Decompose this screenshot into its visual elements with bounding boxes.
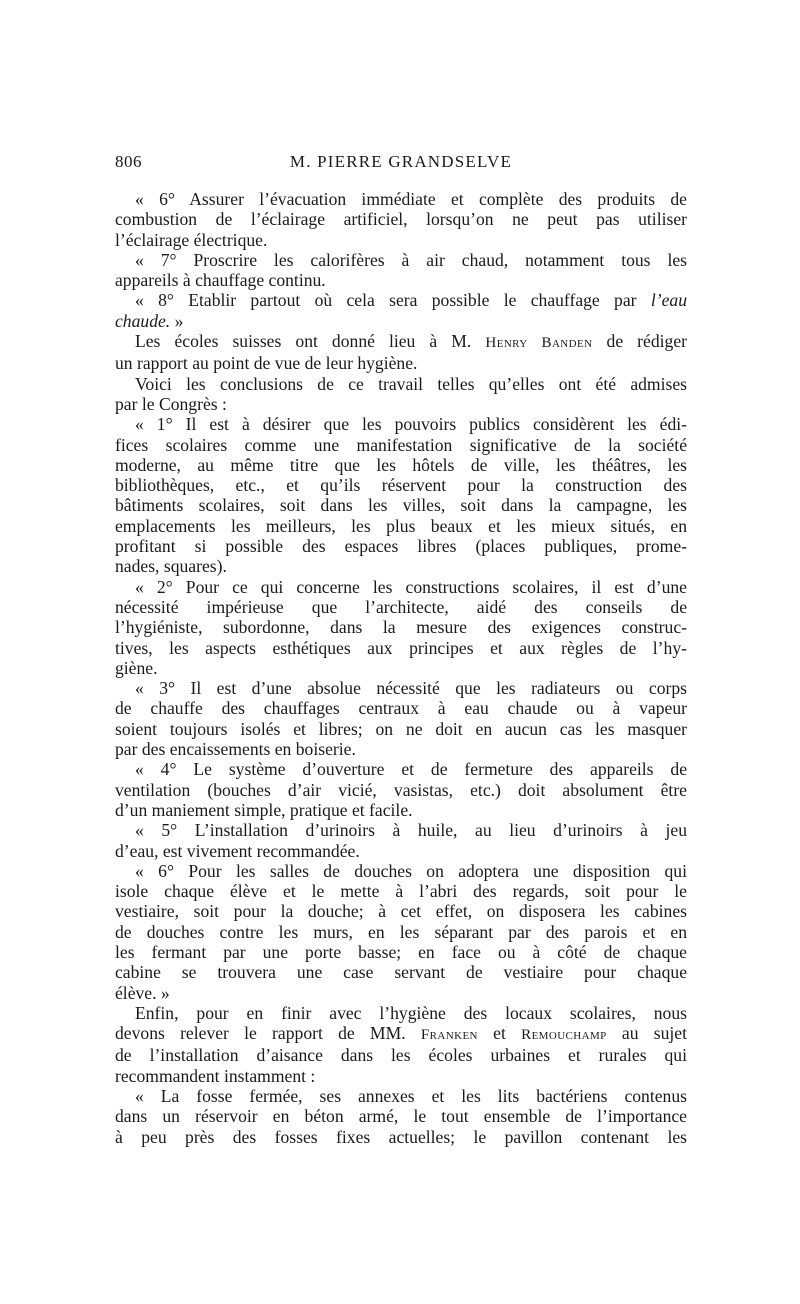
- text-line: emplacements les meilleurs, les plus beaux et les mieux situés, en: [115, 515, 687, 536]
- author-name: Henry Banden: [485, 335, 593, 352]
- text-line: « 2° Pour ce qui concerne les constructions scolaires, il est d’une: [135, 576, 687, 597]
- text-line: « 1° Il est à désirer que les pouvoirs publics considèrent les édi-: [135, 414, 687, 435]
- text-line: « 6° Pour les salles de douches on adoptera une disposition qui: [135, 860, 687, 881]
- text-line: [115, 311, 687, 331]
- author-name: Remouchamp: [521, 1027, 607, 1044]
- running-title: M. PIERRE GRANDSELVE: [289, 152, 513, 171]
- text-line: par le Congrès :: [115, 393, 227, 414]
- text-line: [115, 1023, 687, 1045]
- text-line: « 6° Assurer l’évacuation immédiate et complète des produits de: [135, 189, 687, 209]
- text-line: de l’installation d’aisance dans les écoles urbaines et rurales qui: [115, 1045, 687, 1066]
- text-segment: devons relever le rapport de MM.: [115, 1023, 406, 1044]
- text-line: profitant si possible des espaces libres (places publiques, prome-: [115, 536, 687, 557]
- text-line: vestiaire, soit pour la douche; à cet effet, on disposera les cabines: [115, 901, 687, 922]
- text-line: moderne, au même titre que les hôtels de ville, les théâtres, les: [115, 454, 687, 475]
- text-line: dans un réservoir en béton armé, le tout ensemble de l’importance: [115, 1106, 687, 1127]
- text-line: par des encaissements en boiserie.: [115, 739, 356, 760]
- text-line: appareils à chauffage continu.: [115, 270, 326, 291]
- text-line: fices scolaires comme une manifestation significative de la société: [115, 434, 687, 455]
- text-line: nécessité impérieuse que l’architecte, aidé des conseils de: [115, 596, 687, 617]
- text-line: un rapport au point de vue de leur hygiène.: [115, 353, 418, 374]
- page-header: [115, 152, 687, 176]
- text-line: soient toujours isolés et libres; on ne doit en aucun cas les masquer: [115, 718, 687, 739]
- text-segment: au sujet: [621, 1023, 687, 1044]
- italic-text: l’eau: [650, 290, 687, 311]
- text-segment: de rédiger: [606, 331, 687, 352]
- text-line: « La fosse fermée, ses annexes et les lits bactériens contenus: [135, 1086, 687, 1107]
- text-line: giène.: [115, 657, 158, 678]
- text-line: les fermant par une porte basse; en face ou à côté de chaque: [115, 941, 687, 962]
- text-line: élève. »: [115, 982, 170, 1003]
- text-line: « 3° Il est d’une absolue nécessité que les radiateurs ou corps: [135, 678, 687, 699]
- text-line: [115, 290, 687, 310]
- text-segment: »: [170, 310, 184, 331]
- text-line: « 4° Le système d’ouverture et de fermeture des appareils de: [135, 759, 687, 780]
- text-line: à peu près des fosses fixes actuelles; le pavillon contenant les: [115, 1126, 687, 1147]
- text-line: l’hygiéniste, subordonne, dans la mesure des exigences construc-: [115, 617, 687, 638]
- text-line: tives, les aspects esthétiques aux principes et aux règles de l’hy-: [115, 637, 687, 658]
- text-line: Voici les conclusions de ce travail telles qu’elles ont été admises: [135, 373, 687, 394]
- body-text: [115, 189, 687, 1147]
- text-line: d’eau, est vivement recommandée.: [115, 840, 360, 861]
- text-line: de chauffe des chauffages centraux à eau chaude ou à vapeur: [115, 698, 687, 719]
- text-segment: et: [493, 1023, 506, 1044]
- text-segment: Les écoles suisses ont donné lieu à M.: [135, 331, 472, 352]
- text-line: Enfin, pour en finir avec l’hygiène des locaux scolaires, nous: [135, 1002, 687, 1023]
- text-line: cabine se trouvera une case servant de vestiaire pour chaque: [115, 962, 687, 983]
- author-name: Franken: [420, 1027, 478, 1044]
- text-line: recommandent instamment :: [115, 1065, 316, 1086]
- text-line: bibliothèques, etc., et qu’ils réservent pour la construction des: [115, 475, 687, 496]
- text-line: combustion de l’éclairage artificiel, lorsqu’on ne peut pas utiliser: [115, 209, 687, 230]
- text-line: ventilation (bouches d’air vicié, vasistas, etc.) doit absolument être: [115, 779, 687, 800]
- page-number: 806: [115, 152, 142, 171]
- text-line: [115, 331, 687, 353]
- text-line: « 7° Proscrire les calorifères à air chaud, notamment tous les: [135, 249, 687, 270]
- text-line: nades, squares).: [115, 556, 227, 577]
- text-line: bâtiments scolaires, soit dans les villes, soit dans la campagne, les: [115, 495, 687, 516]
- text-line: isole chaque élève et le mette à l’abri des regards, soit pour le: [115, 881, 687, 902]
- italic-text: chaude.: [115, 310, 171, 331]
- text-line: « 5° L’installation d’urinoirs à huile, au lieu d’urinoirs à jeu: [135, 820, 687, 841]
- text-line: d’un maniement simple, pratique et facile.: [115, 799, 413, 820]
- text-segment: « 8° Etablir partout où cela sera possible le chauffage par: [135, 290, 637, 311]
- text-line: de douches contre les murs, en les séparant par des parois et en: [115, 921, 687, 942]
- text-line: l’éclairage électrique.: [115, 229, 268, 250]
